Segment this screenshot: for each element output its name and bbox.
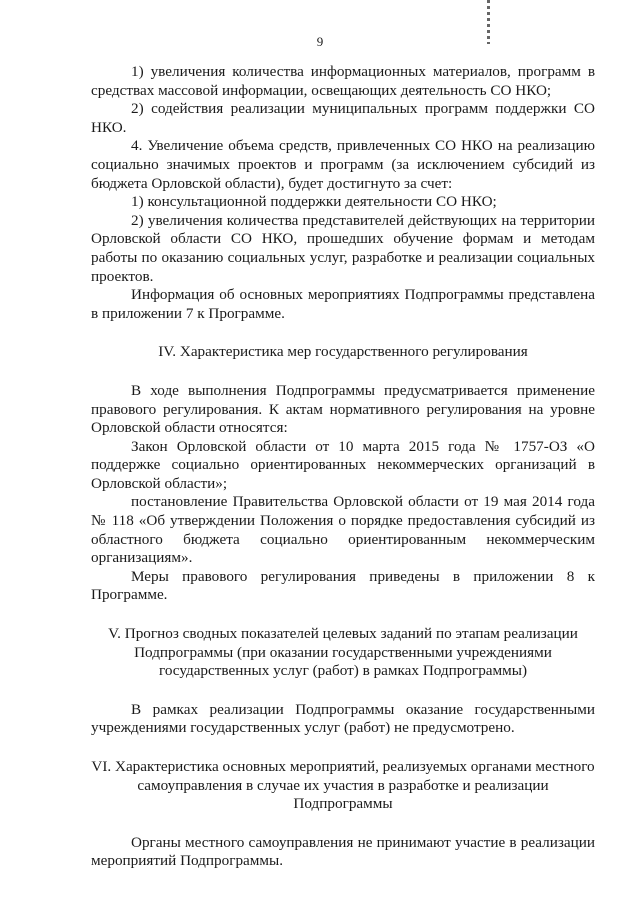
section-heading-4: IV. Характеристика мер государственного регулирования — [158, 343, 528, 361]
paragraph-3: 4. Увеличение объема средств, привлеченных СО НКО на реализацию социально значимых проектов и программ (за исключением субсидий из бюджета Орловской области), будет достигнуто за счет: — [91, 137, 595, 192]
paragraph-10: Меры правового регулирования приведены в приложении 8 к Программе. — [91, 567, 595, 604]
paragraph-7: В ходе выполнения Подпрограммы предусматривается применение правового регулирования. К актам нормативного регулирования на уровне Орловской области относятся: — [91, 381, 595, 437]
section-heading-6: VI. Характеристика основных мероприятий, реализуемых органами местного самоуправления в случае их участия в разработке и реализации Подпрограммы — [91, 758, 595, 813]
paragraph-6: Информация об основных мероприятиях Подпрограммы представлена в приложении 7 к Программе. — [91, 286, 595, 322]
document-body — [91, 63, 595, 871]
paragraph-11: В рамках реализации Подпрограммы оказание государственными учреждениями государственных услуг (работ) не предусмотрено. — [91, 700, 595, 737]
paragraph-9: постановление Правительства Орловской области от 19 мая 2014 года № 118 «Об утверждении Положения о порядке предоставления субсидий из областного бюджета социально ориентированным некоммерческим организациям». — [91, 493, 595, 567]
paragraph-12: Органы местного самоуправления не принимают участие в реализации мероприятий Подпрограммы. — [91, 833, 595, 870]
paragraph-5: 2) увеличения количества представителей действующих на территории Орловской области СО НКО, прошедших обучение формам и методам работы по оказанию социальных услуг, разработке и реализации социальных проектов. — [91, 211, 595, 285]
paragraph-8: Закон Орловской области от 10 марта 2015 года № 1757-ОЗ «О поддержке социально ориентированных некоммерческих организаций в Орловской области»; — [91, 437, 595, 492]
section-heading-5: V. Прогноз сводных показателей целевых заданий по этапам реализации Подпрограммы (при оказании государственными учреждениями государственных услуг (работ) в рамках Подпрограммы) — [108, 625, 578, 680]
paragraph-4: 1) консультационной поддержки деятельности СО НКО; — [131, 193, 497, 211]
paragraph-1: 1) увеличения количества информационных материалов, программ в средствах массовой информации, освещающих деятельность СО НКО; — [91, 63, 595, 99]
page-number: 9 — [316, 34, 324, 49]
paragraph-2: 2) содействия реализации муниципальных программ поддержки СО НКО. — [91, 100, 595, 136]
